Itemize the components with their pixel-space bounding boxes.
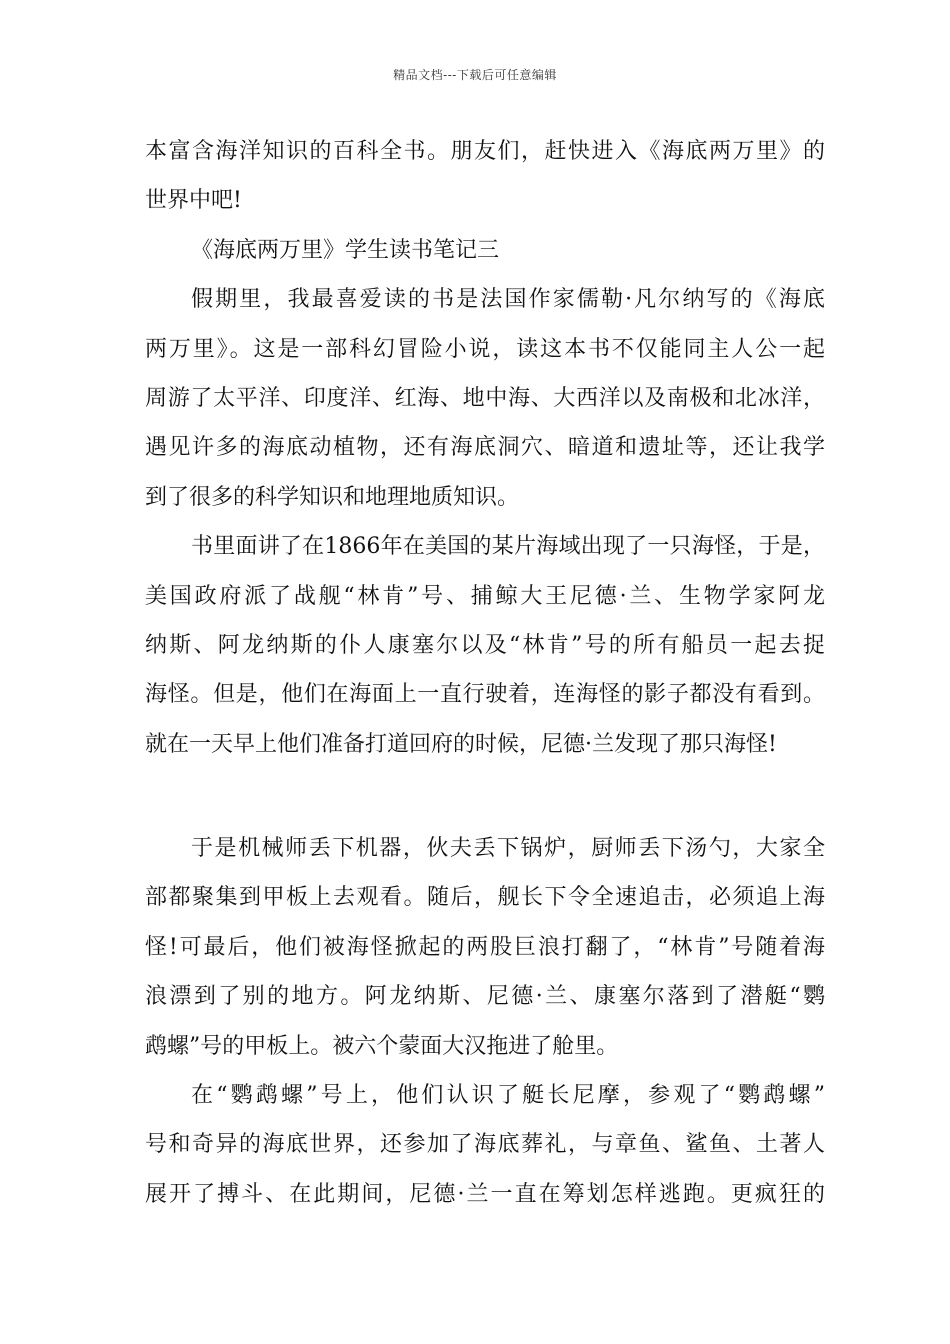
- text-line: 纳斯、阿龙纳斯的仆人康塞尔以及“林肯”号的所有船员一起去捉: [145, 632, 825, 658]
- text-line: 部都聚集到甲板上去观看。随后，舰长下令全速追击，必须追上海: [145, 885, 825, 911]
- text-line: 展开了搏斗、在此期间，尼德·兰一直在筹划怎样逃跑。更疯狂的: [145, 1181, 825, 1207]
- text-line: 两万里》。这是一部科幻冒险小说，读这本书不仅能同主人公一起: [145, 336, 825, 362]
- document-body-top: [145, 127, 825, 769]
- section-heading: 《海底两万里》学生读书笔记三: [191, 237, 500, 263]
- page-header: 精品文档---下载后可任意编辑: [393, 68, 557, 82]
- text-line: 假期里，我最喜爱读的书是法国作家儒勒·凡尔纳写的《海底: [191, 287, 825, 313]
- text-line: 本富含海洋知识的百科全书。朋友们，赶快进入《海底两万里》的: [145, 139, 825, 164]
- text-line: 号和奇异的海底世界，还参加了海底葬礼，与章鱼、鲨鱼、土著人: [145, 1132, 825, 1158]
- text-line: 于是机械师丢下机器，伙夫丢下锅炉，厨师丢下汤勺，大家全: [191, 836, 825, 861]
- text-line: 美国政府派了战舰“林肯”号、捕鲸大王尼德·兰、生物学家阿龙: [145, 583, 825, 609]
- text-line: 到了很多的科学知识和地理地质知识。: [145, 484, 520, 510]
- text-line: 在“鹦鹉螺”号上，他们认识了艇长尼摩，参观了“鹦鹉螺”: [191, 1082, 825, 1108]
- text-line: 浪漂到了别的地方。阿龙纳斯、尼德·兰、康塞尔落到了潜艇“鹦: [145, 984, 825, 1010]
- text-line: 怪!可最后，他们被海怪掀起的两股巨浪打翻了，“林肯”号随着海: [145, 934, 825, 960]
- text-line: 鹉螺”号的甲板上。被六个蒙面大汉拖进了舱里。: [145, 1033, 619, 1059]
- text-line: 书里面讲了在1866年在美国的某片海域出现了一只海怪，于是，: [191, 534, 825, 560]
- document-body-bottom: [145, 824, 825, 1219]
- text-line: 周游了太平洋、印度洋、红海、地中海、大西洋以及南极和北冰洋，: [145, 385, 825, 411]
- text-line: 海怪。但是，他们在海面上一直行驶着，连海怪的影子都没有看到。: [145, 682, 825, 708]
- text-line: 遇见许多的海底动植物，还有海底洞穴、暗道和遗址等，还让我学: [145, 435, 825, 461]
- text-line: 世界中吧!: [145, 188, 242, 214]
- text-line: 就在一天早上他们准备打道回府的时候，尼德·兰发现了那只海怪!: [145, 731, 777, 757]
